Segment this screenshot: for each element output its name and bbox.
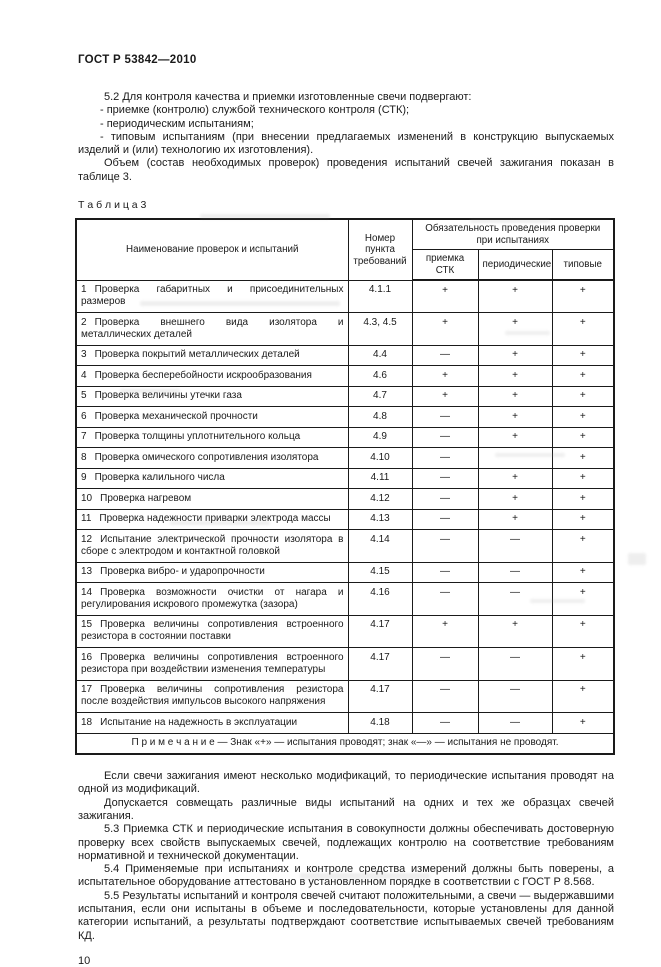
row-test-name: Проверка внешнего вида изолятора и металлических деталей [81, 316, 344, 340]
row-type-mark: + [552, 407, 614, 428]
row-number: 16 [81, 651, 93, 663]
section-5-2 [78, 91, 614, 184]
row-test-name: Проверка вибро- и ударопрочности [100, 566, 265, 578]
row-periodic-mark [478, 448, 552, 469]
row-clause-number: 4.4 [348, 345, 412, 366]
table-row [76, 448, 614, 469]
row-test-name: Проверка величины сопротивления встроенного резистора в состоянии поставки [81, 619, 344, 643]
col-header-stk-acceptance: приемка СТК [412, 250, 478, 281]
row-stk-acceptance-mark: — [412, 345, 478, 366]
row-stk-acceptance-mark: + [412, 615, 478, 648]
row-number: 17 [81, 684, 93, 696]
row-number: 10 [81, 492, 93, 504]
row-periodic-mark: + [478, 313, 552, 346]
table-row [76, 583, 614, 616]
row-stk-acceptance-mark: — [412, 648, 478, 681]
table-row [76, 562, 614, 583]
row-periodic-mark: — [478, 680, 552, 713]
row-clause-number: 4.15 [348, 562, 412, 583]
row-clause-number: 4.10 [348, 448, 412, 469]
table-row [76, 386, 614, 407]
row-test-name: Проверка толщины уплотнительного кольца [94, 431, 301, 443]
paragraph-5-4: 5.4 Применяемые при испытаниях и контроле средства измерений должны быть поверены, а испытательное оборудование аттестовано в установленном порядке в соответствии с ГОСТ Р 8.568. [78, 863, 614, 889]
row-stk-acceptance-mark: + [412, 386, 478, 407]
row-stk-acceptance-mark: — [412, 583, 478, 616]
page-number: 10 [78, 954, 91, 967]
row-test-name: Проверка габаритных и присоединительных размеров [81, 284, 344, 308]
row-stk-acceptance-mark: — [412, 448, 478, 469]
row-clause-number: 4.16 [348, 583, 412, 616]
table-note: П р и м е ч а н и е — Знак «+» — испытания проводят; знак «—» — испытания не проводят. [76, 733, 614, 754]
row-type-mark: + [552, 530, 614, 563]
row-periodic-mark: + [478, 468, 552, 489]
table-label: Т а б л и ц а 3 [78, 199, 147, 212]
col-header-clause-number: Номер пункта требований [348, 219, 412, 280]
table-row [76, 530, 614, 563]
row-number: 5 [81, 390, 87, 402]
table-row [76, 407, 614, 428]
row-type-mark: + [552, 648, 614, 681]
row-test-name: Проверка надежности приварки электрода массы [99, 513, 331, 525]
row-clause-number: 4.1.1 [348, 280, 412, 313]
row-number: 4 [81, 369, 87, 381]
row-periodic-mark: — [478, 530, 552, 563]
row-clause-number: 4.9 [348, 427, 412, 448]
table-body [76, 280, 614, 733]
table-row [76, 468, 614, 489]
row-number: 7 [81, 431, 87, 443]
row-type-mark: + [552, 562, 614, 583]
row-type-mark: + [552, 386, 614, 407]
row-periodic-mark: + [478, 489, 552, 510]
row-stk-acceptance-mark: — [412, 509, 478, 530]
paragraph-5-2: 5.2 Для контроля качества и приемки изготовленные свечи подвергают: [104, 91, 472, 103]
row-number: 13 [81, 566, 93, 578]
col-header-test-name: Наименование проверок и испытаний [76, 219, 348, 280]
row-test-name: Проверка калильного числа [94, 472, 225, 484]
row-clause-number: 4.7 [348, 386, 412, 407]
row-stk-acceptance-mark: — [412, 427, 478, 448]
row-number: 2 [81, 316, 87, 328]
row-periodic-mark: + [478, 615, 552, 648]
row-clause-number: 4.17 [348, 648, 412, 681]
table-row [76, 489, 614, 510]
paragraph-test-scope: Объем (состав необходимых проверок) проведения испытаний свечей зажигания показан в таблице 3. [78, 157, 614, 183]
row-number: 6 [81, 410, 87, 422]
row-test-name: Испытание на надежность в эксплуатации [100, 716, 298, 728]
row-periodic-mark: — [478, 713, 552, 734]
row-clause-number: 4.6 [348, 366, 412, 387]
table-row [76, 313, 614, 346]
closing-paragraphs [78, 770, 614, 943]
paragraph-combine-tests: Допускается совмещать различные виды испытаний на одних и тех же образцах свечей зажигания. [78, 796, 614, 822]
row-clause-number: 4.8 [348, 407, 412, 428]
row-periodic-mark: + [478, 407, 552, 428]
doc-number-header: ГОСТ Р 53842—2010 [78, 54, 197, 66]
row-periodic-mark: + [478, 366, 552, 387]
row-stk-acceptance-mark: + [412, 366, 478, 387]
table-row [76, 509, 614, 530]
row-test-name: Проверка величины сопротивления резистора после воздействия импульсов высокого напряжения [81, 684, 344, 708]
row-type-mark: + [552, 680, 614, 713]
row-number: 3 [81, 349, 87, 361]
row-number: 11 [81, 513, 92, 525]
row-stk-acceptance-mark: + [412, 280, 478, 313]
row-stk-acceptance-mark: — [412, 530, 478, 563]
row-number: 14 [81, 586, 93, 598]
row-clause-number: 4.11 [348, 468, 412, 489]
row-test-name: Проверка величины утечки газа [94, 390, 242, 402]
row-test-name: Проверка величины сопротивления встроенного резистора при воздействии изменения температуры [81, 651, 344, 675]
table-row [76, 713, 614, 734]
row-stk-acceptance-mark: — [412, 680, 478, 713]
row-number: 1 [81, 284, 87, 296]
row-number: 15 [81, 619, 93, 631]
row-type-mark: + [552, 427, 614, 448]
row-periodic-mark: — [478, 562, 552, 583]
row-type-mark: + [552, 583, 614, 616]
paragraph-modifications: Если свечи зажигания имеют несколько модификаций, то периодические испытания проводят на одной из модификаций. [78, 770, 614, 796]
row-type-mark: + [552, 615, 614, 648]
row-type-mark: + [552, 509, 614, 530]
row-type-mark: + [552, 366, 614, 387]
row-test-name: Испытание электрической прочности изолятора в сборе с электродом и контактной головкой [81, 533, 344, 557]
row-test-name: Проверка механической прочности [94, 410, 258, 422]
list-item-stk-acceptance: - приемке (контролю) службой технического контроля (СТК); [100, 104, 410, 117]
row-stk-acceptance-mark: — [412, 713, 478, 734]
row-periodic-mark: + [478, 345, 552, 366]
row-clause-number: 4.3, 4.5 [348, 313, 412, 346]
row-clause-number: 4.13 [348, 509, 412, 530]
row-type-mark: + [552, 345, 614, 366]
tests-table [75, 218, 615, 755]
paragraph-5-5: 5.5 Результаты испытаний и контроля свечей считают положительными, а свечи — выдержавшими испытания, если они испытаны в объеме и последовательности, которые установлены для данной категории испытаний, а результаты подтверждают соответствие испытываемых свечей требованиям КД. [78, 889, 614, 942]
row-type-mark: + [552, 313, 614, 346]
table-row [76, 427, 614, 448]
row-type-mark: + [552, 489, 614, 510]
table-row [76, 615, 614, 648]
row-periodic-mark: — [478, 583, 552, 616]
row-periodic-mark: + [478, 280, 552, 313]
row-stk-acceptance-mark: — [412, 468, 478, 489]
table-header [76, 219, 614, 280]
row-stk-acceptance-mark: + [412, 313, 478, 346]
row-test-name: Проверка покрытий металлических деталей [94, 349, 300, 361]
col-header-type: типовые [552, 250, 614, 281]
row-number: 9 [81, 472, 87, 484]
row-periodic-mark: — [478, 648, 552, 681]
row-number: 12 [81, 533, 93, 545]
row-clause-number: 4.18 [348, 713, 412, 734]
row-periodic-mark: + [478, 427, 552, 448]
list-item-periodic-tests: - периодическим испытаниям; [100, 117, 254, 130]
col-header-mandatory: Обязательность проведения проверки при испытаниях [412, 219, 614, 250]
row-stk-acceptance-mark: — [412, 489, 478, 510]
scan-artifact [628, 553, 646, 565]
row-clause-number: 4.14 [348, 530, 412, 563]
col-header-periodic: периодические [478, 250, 552, 281]
paragraph-5-3: 5.3 Приемка СТК и периодические испытания в совокупности должны обеспечивать достоверную проверку всех свойств выпускаемых свечей, подлежащих контролю на соответствие требованиям нормативной и технической документации. [78, 823, 614, 862]
row-number: 18 [81, 716, 93, 728]
row-number: 8 [81, 451, 87, 463]
row-type-mark: + [552, 713, 614, 734]
row-clause-number: 4.17 [348, 615, 412, 648]
row-test-name: Проверка бесперебойности искрообразования [94, 369, 312, 381]
row-periodic-mark: + [478, 509, 552, 530]
row-test-name: Проверка нагревом [100, 492, 192, 504]
row-test-name: Проверка возможности очистки от нагара и регулирования искрового промежутка (зазора) [81, 586, 344, 610]
row-periodic-mark: + [478, 386, 552, 407]
row-type-mark: + [552, 468, 614, 489]
row-test-name: Проверка омического сопротивления изолятора [94, 451, 319, 463]
row-type-mark: + [552, 280, 614, 313]
table-row [76, 366, 614, 387]
row-stk-acceptance-mark: — [412, 407, 478, 428]
table-note-row [76, 733, 614, 754]
list-item-type-tests: - типовым испытаниям (при внесении предлагаемых изменений в конструкцию выпускаемых изделий и (или) технологию их изготовления). [78, 130, 614, 157]
table-row [76, 680, 614, 713]
row-stk-acceptance-mark: — [412, 562, 478, 583]
table-row [76, 345, 614, 366]
row-type-mark: + [552, 448, 614, 469]
row-clause-number: 4.17 [348, 680, 412, 713]
table-row [76, 280, 614, 313]
row-clause-number: 4.12 [348, 489, 412, 510]
table-row [76, 648, 614, 681]
